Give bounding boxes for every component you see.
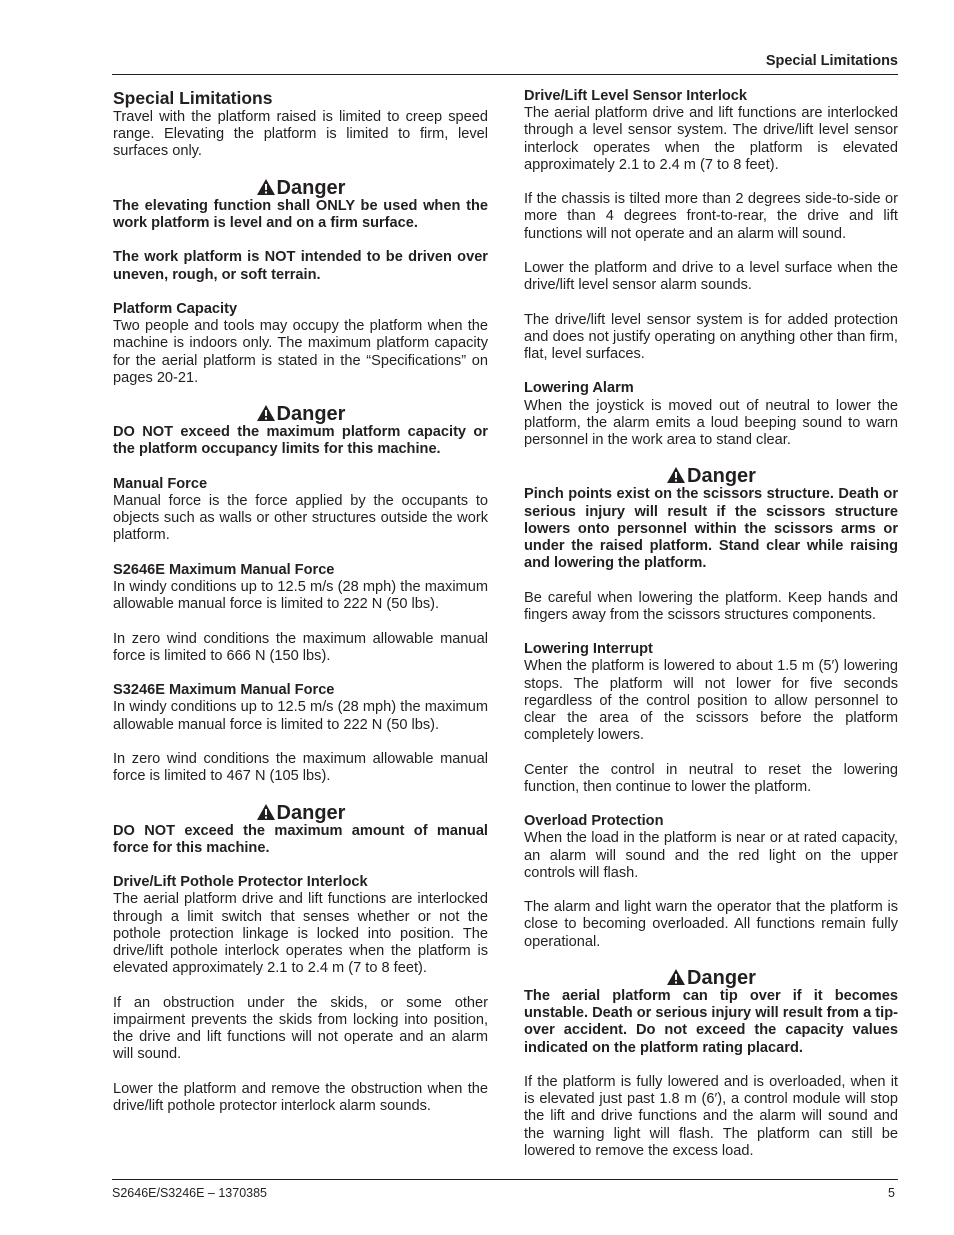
paragraph: When the platform is lowered to about 1.5 m (5′) lowering stops. The platform will not lower for five seconds regardless of the control position to allow personnel to clear the area of the scissors before the platform completely lowers.: [524, 658, 898, 744]
header-rule: [112, 74, 898, 75]
danger-text: Pinch points exist on the scissors structure. Death or serious injury will result if the scissors structure lowers onto personnel within the scissors arms or under the raised platform. Stand clear while raising and lowering the platform.: [524, 486, 898, 572]
danger-heading: Danger: [113, 404, 488, 424]
paragraph: The aerial platform drive and lift functions are interlocked through a level sensor system. The drive/lift level sensor interlock operates when the platform is elevated approximately 2.1 to 2.4 m (7 to 8 feet).: [524, 105, 898, 173]
paragraph: In zero wind conditions the maximum allowable manual force is limited to 467 N (105 lbs).: [113, 750, 488, 785]
overload-section: [524, 813, 898, 882]
warning-triangle-icon: [256, 803, 276, 821]
section-title: Special Limitations: [113, 88, 273, 108]
footer-model: S2646E/S3246E – 1370385: [112, 1186, 267, 1200]
paragraph: When the load in the platform is near or at rated capacity, an alarm will sound and the red light on the upper controls will flash.: [524, 830, 898, 881]
s3246e-section: [113, 682, 488, 734]
paragraph: Be careful when lowering the platform. Keep hands and fingers away from the scissors structures components.: [524, 589, 898, 623]
paragraph: The alarm and light warn the operator that the platform is close to becoming overloaded. All functions remain fully operational.: [524, 899, 898, 950]
subheading: S2646E Maximum Manual Force: [113, 561, 335, 578]
subheading: Lowering Alarm: [524, 380, 634, 397]
lowering-interrupt-section: [524, 641, 898, 744]
paragraph: The aerial platform drive and lift functions are interlocked through a limit switch that senses whether or not the pothole protection linkage is locked into position. The drive/lift pothole interlock operates when the platform is elevated approximately 2.1 to 2.4 m (7 to 8 feet).: [113, 891, 488, 977]
subheading: Drive/Lift Pothole Protector Interlock: [113, 874, 368, 891]
danger-text: The aerial platform can tip over if it becomes unstable. Death or serious injury will result from a tip-over accident. Do not exceed the capacity values indicated on the platform rating placard.: [524, 987, 898, 1056]
paragraph: Manual force is the force applied by the occupants to objects such as walls or other structures outside the work platform.: [113, 492, 488, 544]
subheading: Drive/Lift Level Sensor Interlock: [524, 88, 748, 104]
pothole-section: [113, 874, 488, 977]
intro-text: Travel with the platform raised is limited to creep speed range. Elevating the platform is limited to firm, level surfaces only.: [113, 109, 488, 160]
warning-triangle-icon: [256, 178, 276, 196]
danger-heading: Danger: [524, 466, 898, 486]
paragraph: Two people and tools may occupy the platform when the machine is indoors only. The maximum platform capacity for the aerial platform is stated in the “Specifications” on pages 20-21.: [113, 318, 488, 386]
danger-heading: Danger: [113, 178, 488, 198]
paragraph: Lower the platform and drive to a level surface when the drive/lift level sensor alarm sounds.: [524, 260, 898, 294]
subheading: Lowering Interrupt: [524, 641, 653, 658]
paragraph: If an obstruction under the skids, or some other impairment prevents the skids from locking into position, the drive and lift functions will not operate and an alarm will sound.: [113, 994, 488, 1063]
danger-text: DO NOT exceed the maximum platform capacity or the platform occupancy limits for this machine.: [113, 424, 488, 458]
warning-triangle-icon: [666, 466, 686, 484]
danger-text: DO NOT exceed the maximum amount of manual force for this machine.: [113, 822, 488, 856]
footer-rule: [112, 1179, 898, 1180]
danger-text: The work platform is NOT intended to be driven over uneven, rough, or soft terrain.: [113, 249, 488, 283]
s2646e-section: [113, 562, 488, 614]
danger-heading: Danger: [524, 968, 898, 988]
subheading: Platform Capacity: [113, 300, 238, 317]
paragraph: If the platform is fully lowered and is overloaded, when it is elevated just past 1.8 m (6′), a control module will stop the lift and drive functions and the alarm will sound and the warning light will flash. The platform can still be lowered to remove the excess load.: [524, 1073, 898, 1159]
page-number: 5: [888, 1186, 895, 1200]
left-column: [113, 88, 488, 1132]
subheading: Overload Protection: [524, 813, 664, 830]
subheading: S3246E Maximum Manual Force: [113, 682, 335, 699]
paragraph: In zero wind conditions the maximum allowable manual force is limited to 666 N (150 lbs).: [113, 630, 488, 664]
manual-force-section: [113, 476, 488, 545]
warning-triangle-icon: [256, 404, 276, 422]
running-header: Special Limitations: [765, 53, 898, 69]
paragraph: In windy conditions up to 12.5 m/s (28 mph) the maximum allowable manual force is limited to 222 N (50 lbs).: [113, 699, 488, 733]
danger-heading: Danger: [113, 803, 488, 823]
paragraph: In windy conditions up to 12.5 m/s (28 mph) the maximum allowable manual force is limited to 222 N (50 lbs).: [113, 578, 488, 613]
paragraph: The drive/lift level sensor system is for added protection and does not justify operating on anything other than firm, flat, level surfaces.: [524, 311, 898, 362]
right-column: [524, 88, 898, 1177]
level-sensor-section: [524, 88, 898, 174]
platform-capacity-section: [113, 301, 488, 387]
danger-text: The elevating function shall ONLY be used when the work platform is level and on a firm surface.: [113, 197, 488, 231]
paragraph: Center the control in neutral to reset the lowering function, then continue to lower the platform.: [524, 761, 898, 795]
warning-triangle-icon: [666, 968, 686, 986]
subheading: Manual Force: [113, 475, 208, 492]
paragraph: If the chassis is tilted more than 2 degrees side-to-side or more than 4 degrees front-to-rear, the drive and lift functions will not operate and an alarm will sound.: [524, 191, 898, 242]
paragraph: Lower the platform and remove the obstruction when the drive/lift pothole protector interlock alarm sounds.: [113, 1080, 488, 1114]
paragraph: When the joystick is moved out of neutral to lower the platform, the alarm emits a loud beeping sound to warn personnel in the work area to stand clear.: [524, 397, 898, 448]
lowering-alarm-section: [524, 380, 898, 449]
